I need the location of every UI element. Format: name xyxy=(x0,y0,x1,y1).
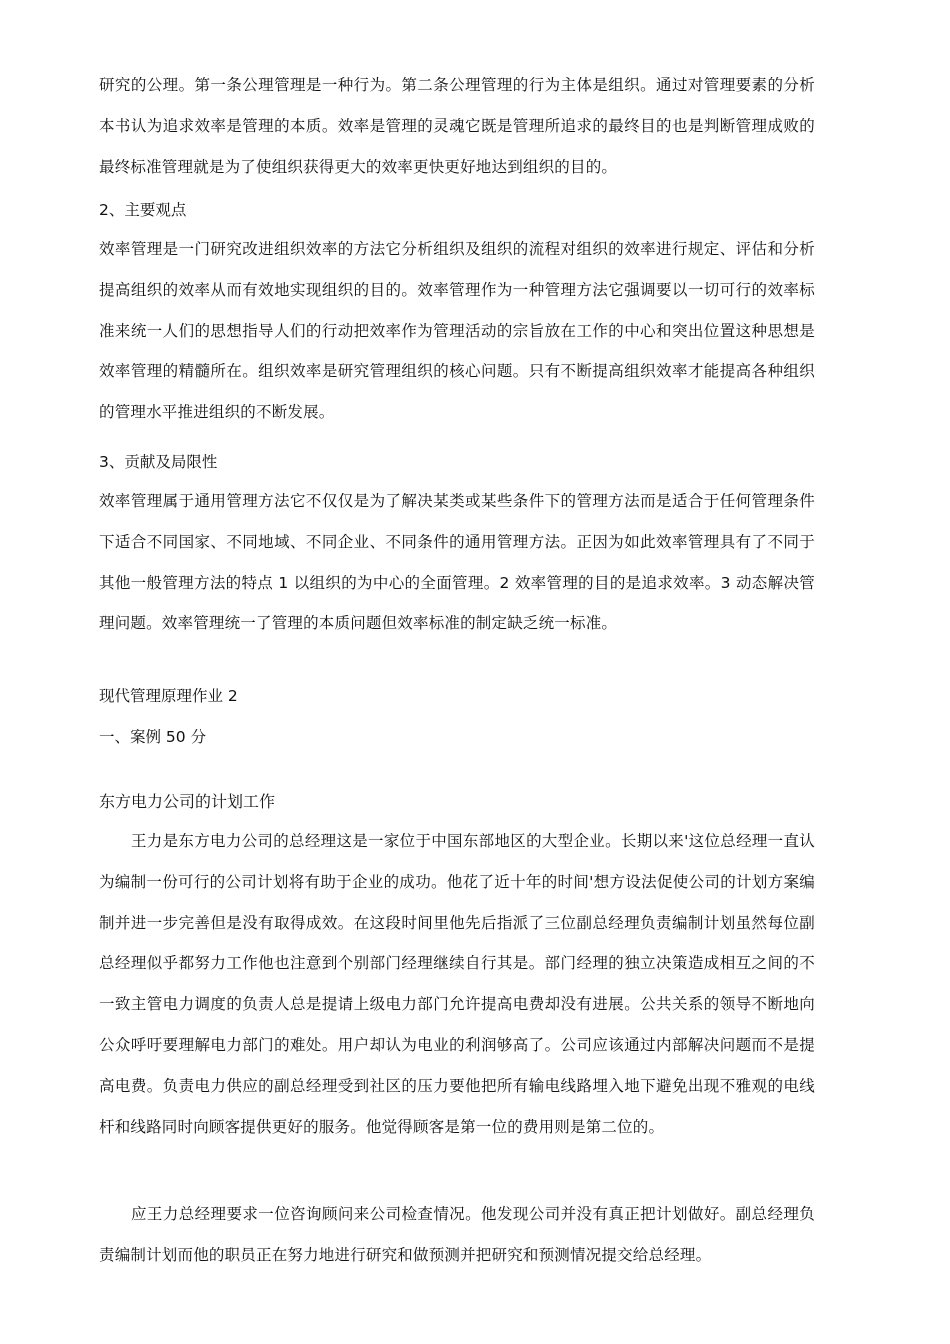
paragraph-consultant: 应王力总经理要求一位咨询顾问来公司检查情况。他发现公司并没有真正把计划做好。副总经理负责编制计划而他的职员正在努力地进行研究和做预测并把研究和预测情况提交给总经理。 xyxy=(99,1205,815,1264)
paragraph-efficiency-axioms: 研究的公理。第一条公理管理是一种行为。第二条公理管理的行为主体是组织。通过对管理要素的分析本书认为追求效率是管理的本质。效率是管理的灵魂它既是管理所追求的最终目的也是判断管理成败的最终标准管理就是为了使组织获得更大的效率更快更好地达到组织的目的。 xyxy=(99,76,815,176)
case-title: 东方电力公司的计划工作 xyxy=(99,792,276,811)
assignment-title: 现代管理原理作业 2 xyxy=(99,687,238,705)
section-title-case: 一、案例 50 分 xyxy=(99,728,207,746)
paragraph-main-viewpoints: 效率管理是一门研究改进组织效率的方法它分析组织及组织的流程对组织的效率进行规定、评估和分析提高组织的效率从而有效地实现组织的目的。效率管理作为一种管理方法它强调要以一切可行的效率标准来统一人们的思想指导人们的行动把效率作为管理活动的宗旨放在工作的中心和突出位置这种思想是效率管理的精髓所在。组织效率是研究管理组织的核心问题。只有不断提高组织效率才能提高各种组织的管理水平推进组织的不断发展。 xyxy=(99,240,815,422)
paragraph-contributions-limitations: 效率管理属于通用管理方法它不仅仅是为了解决某类或某些条件下的管理方法而是适合于任何管理条件下适合不同国家、不同地域、不同企业、不同条件的通用管理方法。正因为如此效率管理具有了不同于其他一般管理方法的特点 1 以组织的为中心的全面管理。2 效率管理的目的是追求效率。3 动态解决管理问题。效率管理统一了管理的本质问题但效率标准的制定缺乏统一标准。 xyxy=(99,492,815,633)
heading-main-viewpoints: 2、主要观点 xyxy=(99,201,187,219)
heading-contributions-limitations: 3、贡献及局限性 xyxy=(99,453,218,471)
paragraph-case-background: 王力是东方电力公司的总经理这是一家位于中国东部地区的大型企业。长期以来'这位总经理一直认为编制一份可行的公司计划将有助于企业的成功。他花了近十年的时间'想方设法促使公司的计划方案编制并进一步完善但是没有取得成效。在这段时间里他先后指派了三位副总经理负责编制计划虽然每位副总经理似乎都努力工作他也注意到个别部门经理继续自行其是。部门经理的独立决策造成相互之间的不一致主管电力调度的负责人总是提请上级电力部门允许提高电费却没有进展。公共关系的领导不断地向公众呼吁要理解电力部门的难处。用户却认为电业的利润够高了。公司应该通过内部解决问题而不是提高电费。负责电力供应的副总经理受到社区的压力要他把所有输电线路埋入地下避免出现不雅观的电线杆和线路同时向顾客提供更好的服务。他觉得顾客是第一位的费用则是第二位的。 xyxy=(99,832,815,1136)
